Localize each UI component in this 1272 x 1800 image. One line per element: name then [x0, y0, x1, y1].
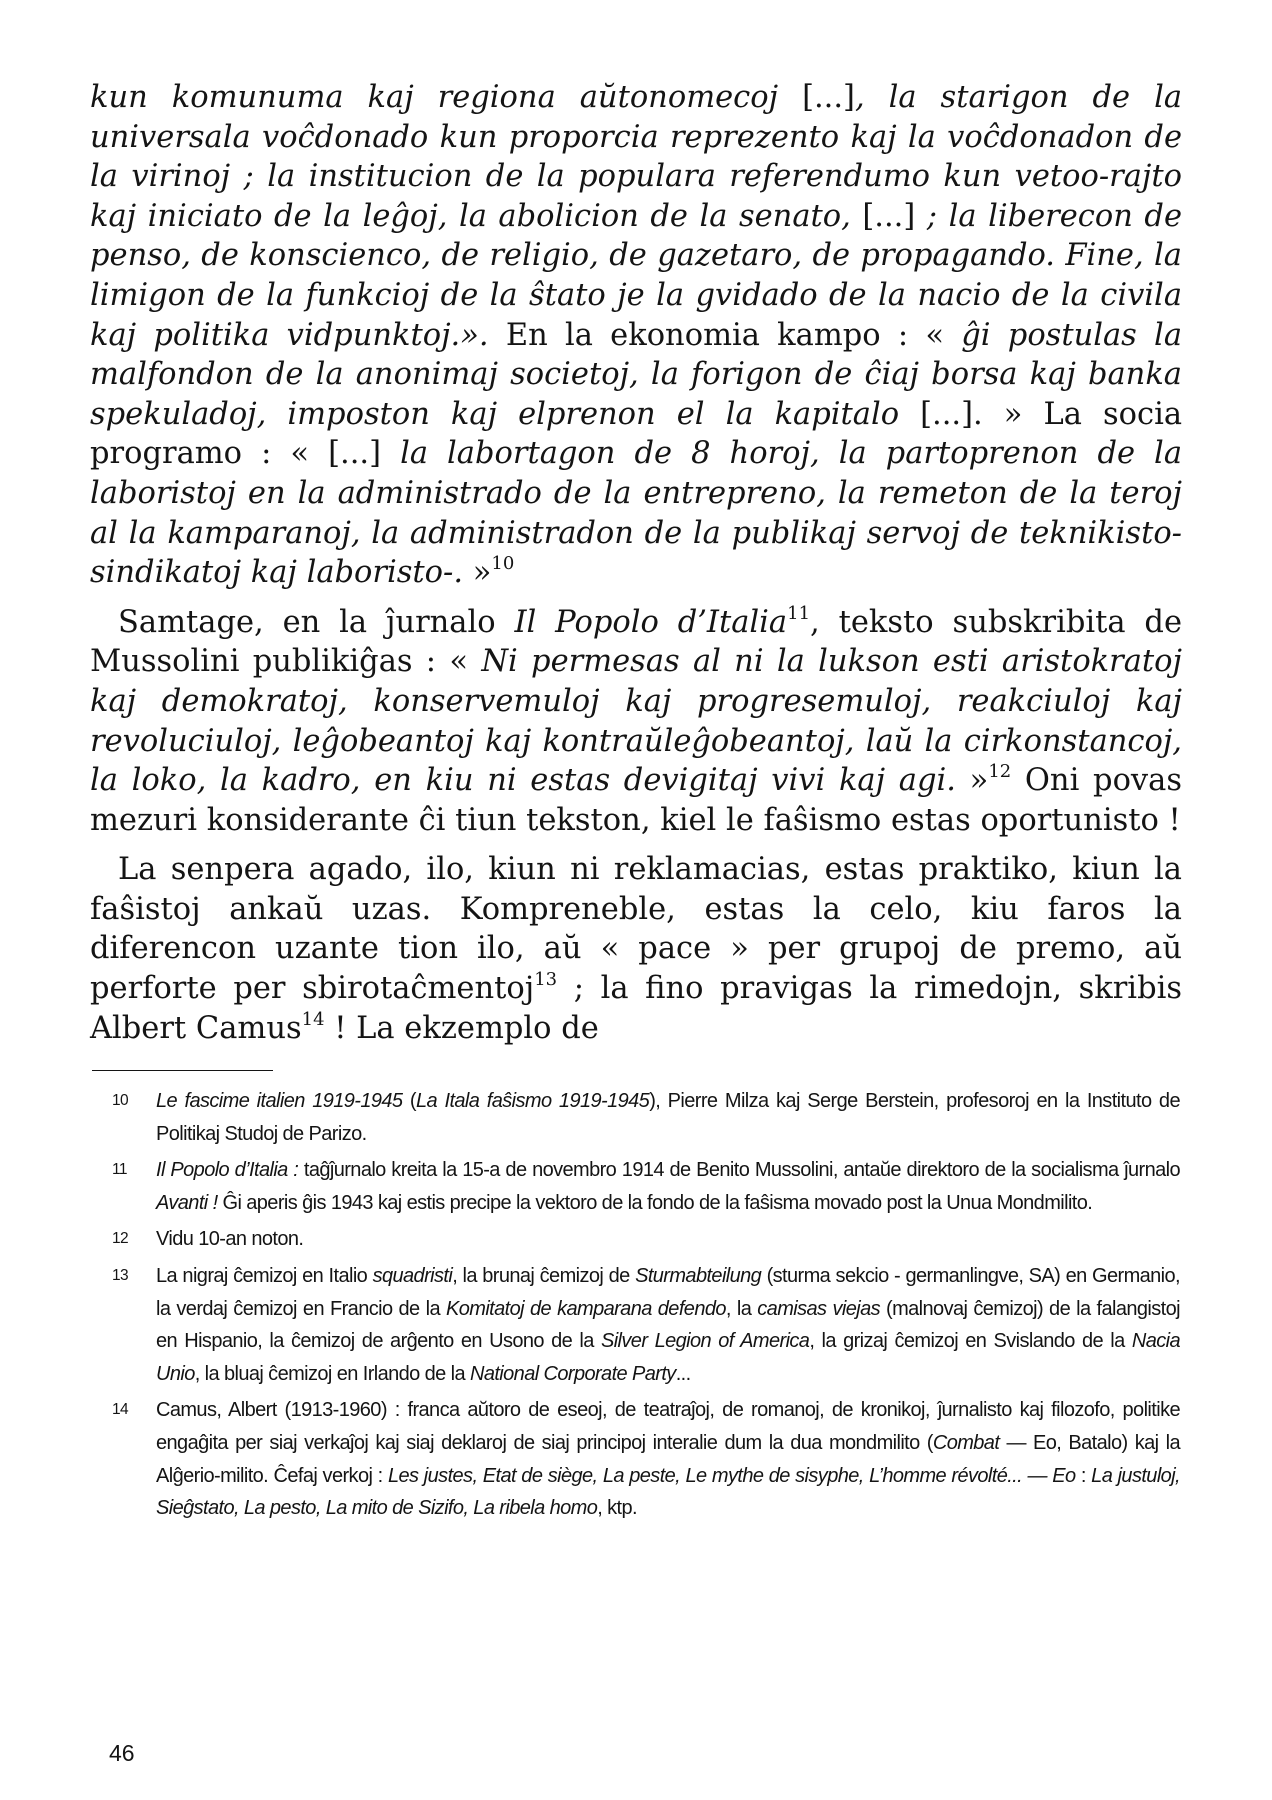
footnote-text [156, 1085, 1180, 1150]
footnote-10 [92, 1085, 1180, 1150]
text-run: ĝi postulas la malfondon de la anonimaj societoj, la forigon de ĉiaj borsa kaj banka spekuladoj, imposton kaj elprenon el la kapitalo [90, 317, 1183, 432]
footnote-number: 13 [112, 1266, 129, 1284]
text-run: , la [725, 1297, 758, 1320]
text-run: ; la liberecon de penso, de konscienco, de religio, de gazetaro, de propagando. Fine, la limigon de la funkcioj de la ŝtato je la gvidado de la nacio de la civila kaj politika vidpunktoj.». [90, 198, 1183, 353]
text-run: Le fascime italien 1919-1945 [156, 1090, 403, 1112]
text-run: Il Popolo d’Italia [514, 604, 788, 640]
text-run: Camus, Albert (1913-1960) : franca aŭtoro de eseoj, de teatraĵoj, de romanoj, de kronikoj, ĵurnalisto kaj filozofo, politike engaĝita per siaj verkaĵoj kaj siaj deklaroj de siaj principoj interalie dum la dua mondmilito ( [156, 1399, 1180, 1454]
text-run: » [463, 555, 492, 591]
text-run: Samtage, en la ĵurnalo [118, 604, 515, 640]
text-run: La Itala faŝismo 1919-1945 [415, 1090, 650, 1112]
text-run: , la brunaj ĉemizoj de [452, 1264, 636, 1287]
footnote-text [156, 1394, 1180, 1524]
text-run: ... [675, 1362, 691, 1385]
footnote-11 [92, 1154, 1180, 1219]
main-text [90, 78, 1182, 1048]
text-run: [...] [862, 198, 916, 234]
text-run: kun komunuma kaj regiona aŭtonomecoj [90, 80, 803, 115]
footnote-13 [92, 1260, 1180, 1390]
footnote-reference: 12 [988, 761, 1012, 783]
text-run: ! La ekzemplo de [324, 1010, 599, 1046]
paragraph-3 [90, 850, 1182, 1048]
text-run: ), Pierre Milza kaj Serge Berstein, profesoroj en la Instituto de Politikaj Studoj de Parizo. [156, 1090, 1180, 1145]
text-run: Nacia Unio [156, 1330, 1180, 1385]
text-run: (malnovaj ĉemizoj) de la falangistoj en Hispanio, la ĉemizoj de arĝento en Usono de la [156, 1297, 1180, 1353]
footnote-number: 10 [112, 1092, 129, 1109]
text-run: , la bluaj ĉemizoj en Irlando de la [194, 1362, 470, 1385]
footnote-separator [92, 1070, 273, 1071]
footnote-text [156, 1223, 1180, 1256]
text-run: la labortagon de 8 horoj, la partoprenon de la laboristoj en la administrado de la entrepreno, la remeton de la teroj al la kamparanoj, la administradon de la publikaj servoj de teknikisto-sindikatoj kaj laboristo-. [90, 436, 1182, 591]
text-run: , la starigon de la universala voĉdonado kun proporcia reprezento kaj la voĉdonadon de la virinoj ; la institucion de la populara referendumo kun vetoo-rajto kaj iniciato de la leĝoj, la abolicion de la senato, [90, 80, 1183, 234]
text-run: Avanti ! [156, 1191, 218, 1214]
text-run: Combat [932, 1431, 1000, 1454]
text-run: taĝĵurnalo kreita la 15-a de novembro 1914 de Benito Mussolini, antaŭe direktoro de la socialisma ĵurnalo [298, 1159, 1180, 1182]
text-run: ( [402, 1090, 416, 1112]
footnotes [92, 1085, 1180, 1529]
text-run: — Eo, Batalo) kaj la Alĝerio-milito. Ĉefaj verkoj : [156, 1431, 1180, 1487]
text-run: National Corporate Party [469, 1362, 676, 1385]
footnote-number: 12 [112, 1230, 129, 1248]
text-run: Ni permesas al ni la lukson esti aristokratoj kaj demokratoj, konservemuloj kaj progresemuloj, reakciuloj kaj revoluciuloj, leĝobeantoj kaj kontraŭleĝobeantoj, laŭ la cirkonstancoj, la loko, la kadro, en kiu ni estas devigitaj vivi kaj agi. [90, 644, 1183, 799]
text-run: Vidu 10-an noton. [156, 1228, 304, 1251]
text-run: La nigraj ĉemizoj en Italio [156, 1264, 373, 1287]
paragraph-2 [90, 603, 1182, 841]
footnote-12 [92, 1223, 1180, 1256]
text-run: Oni povas mezuri konsiderante ĉi tiun tekston, kiel le faŝismo estas oportunisto ! [90, 763, 1182, 838]
text-run: Il Popolo d’Italia : [156, 1159, 299, 1182]
text-run: (sturma sekcio - germanlingve, SA) en Germanio, la verdaj ĉemizoj en Francio de la [156, 1264, 1181, 1320]
text-run: Komitatoj de kamparana defendo [446, 1297, 726, 1320]
text-run: [...] [802, 80, 855, 115]
footnote-number: 14 [112, 1401, 129, 1419]
footnote-number: 11 [112, 1161, 127, 1179]
text-run: squadristi [372, 1264, 453, 1287]
text-run: ; la fino pravigas la rimedojn, skribis Albert Camus [90, 971, 1182, 1046]
paragraph-1 [90, 78, 1182, 593]
text-run: » [955, 763, 989, 799]
text-run: La justuloj, Sieĝstato, La pesto, La mito de Sizifo, La ribela homo [156, 1464, 1180, 1520]
text-run: La senpera agado, ilo, kiun ni reklamacias, estas praktiko, kiun la faŝistoj ankaŭ uzas. Kompreneble, estas la celo, kiu faros la diferencon uzante tion ilo, aŭ « pace » per grupoj de premo, aŭ perforte per sbirotaĉmentoj [90, 852, 1182, 1007]
text-run: Les justes, Etat de siège, La peste, Le mythe de sisyphe, L’homme révolté... — Eo [388, 1464, 1076, 1487]
footnote-reference: 11 [787, 602, 811, 624]
text-run: Sturmabteilung [635, 1264, 762, 1287]
text-run: , teksto subskribita de Mussolini publikiĝas : « [90, 604, 1183, 680]
footnote-text [156, 1154, 1180, 1219]
text-run: : [1075, 1464, 1092, 1487]
footnote-reference: 13 [534, 969, 558, 991]
page-number: 46 [109, 1740, 135, 1766]
text-run: En la ekonomia kampo : « [488, 317, 962, 353]
text-run: [...]. » La socia programo : « [...] [90, 396, 1183, 472]
footnote-reference: 14 [301, 1008, 325, 1030]
text-run: camisas viejas [757, 1297, 880, 1320]
text-run: , la grizaj ĉemizoj en Svislando de la [809, 1330, 1132, 1353]
footnote-text [156, 1260, 1180, 1390]
text-run: Silver Legion of America [600, 1330, 810, 1353]
text-run: , ktp. [597, 1497, 637, 1520]
footnote-reference: 10 [491, 553, 515, 575]
text-run: Ĝi aperis ĝis 1943 kaj estis precipe la vektoro de la fondo de la faŝisma movado post la Unua Mondmilito. [217, 1191, 1093, 1214]
footnote-14 [92, 1394, 1180, 1524]
